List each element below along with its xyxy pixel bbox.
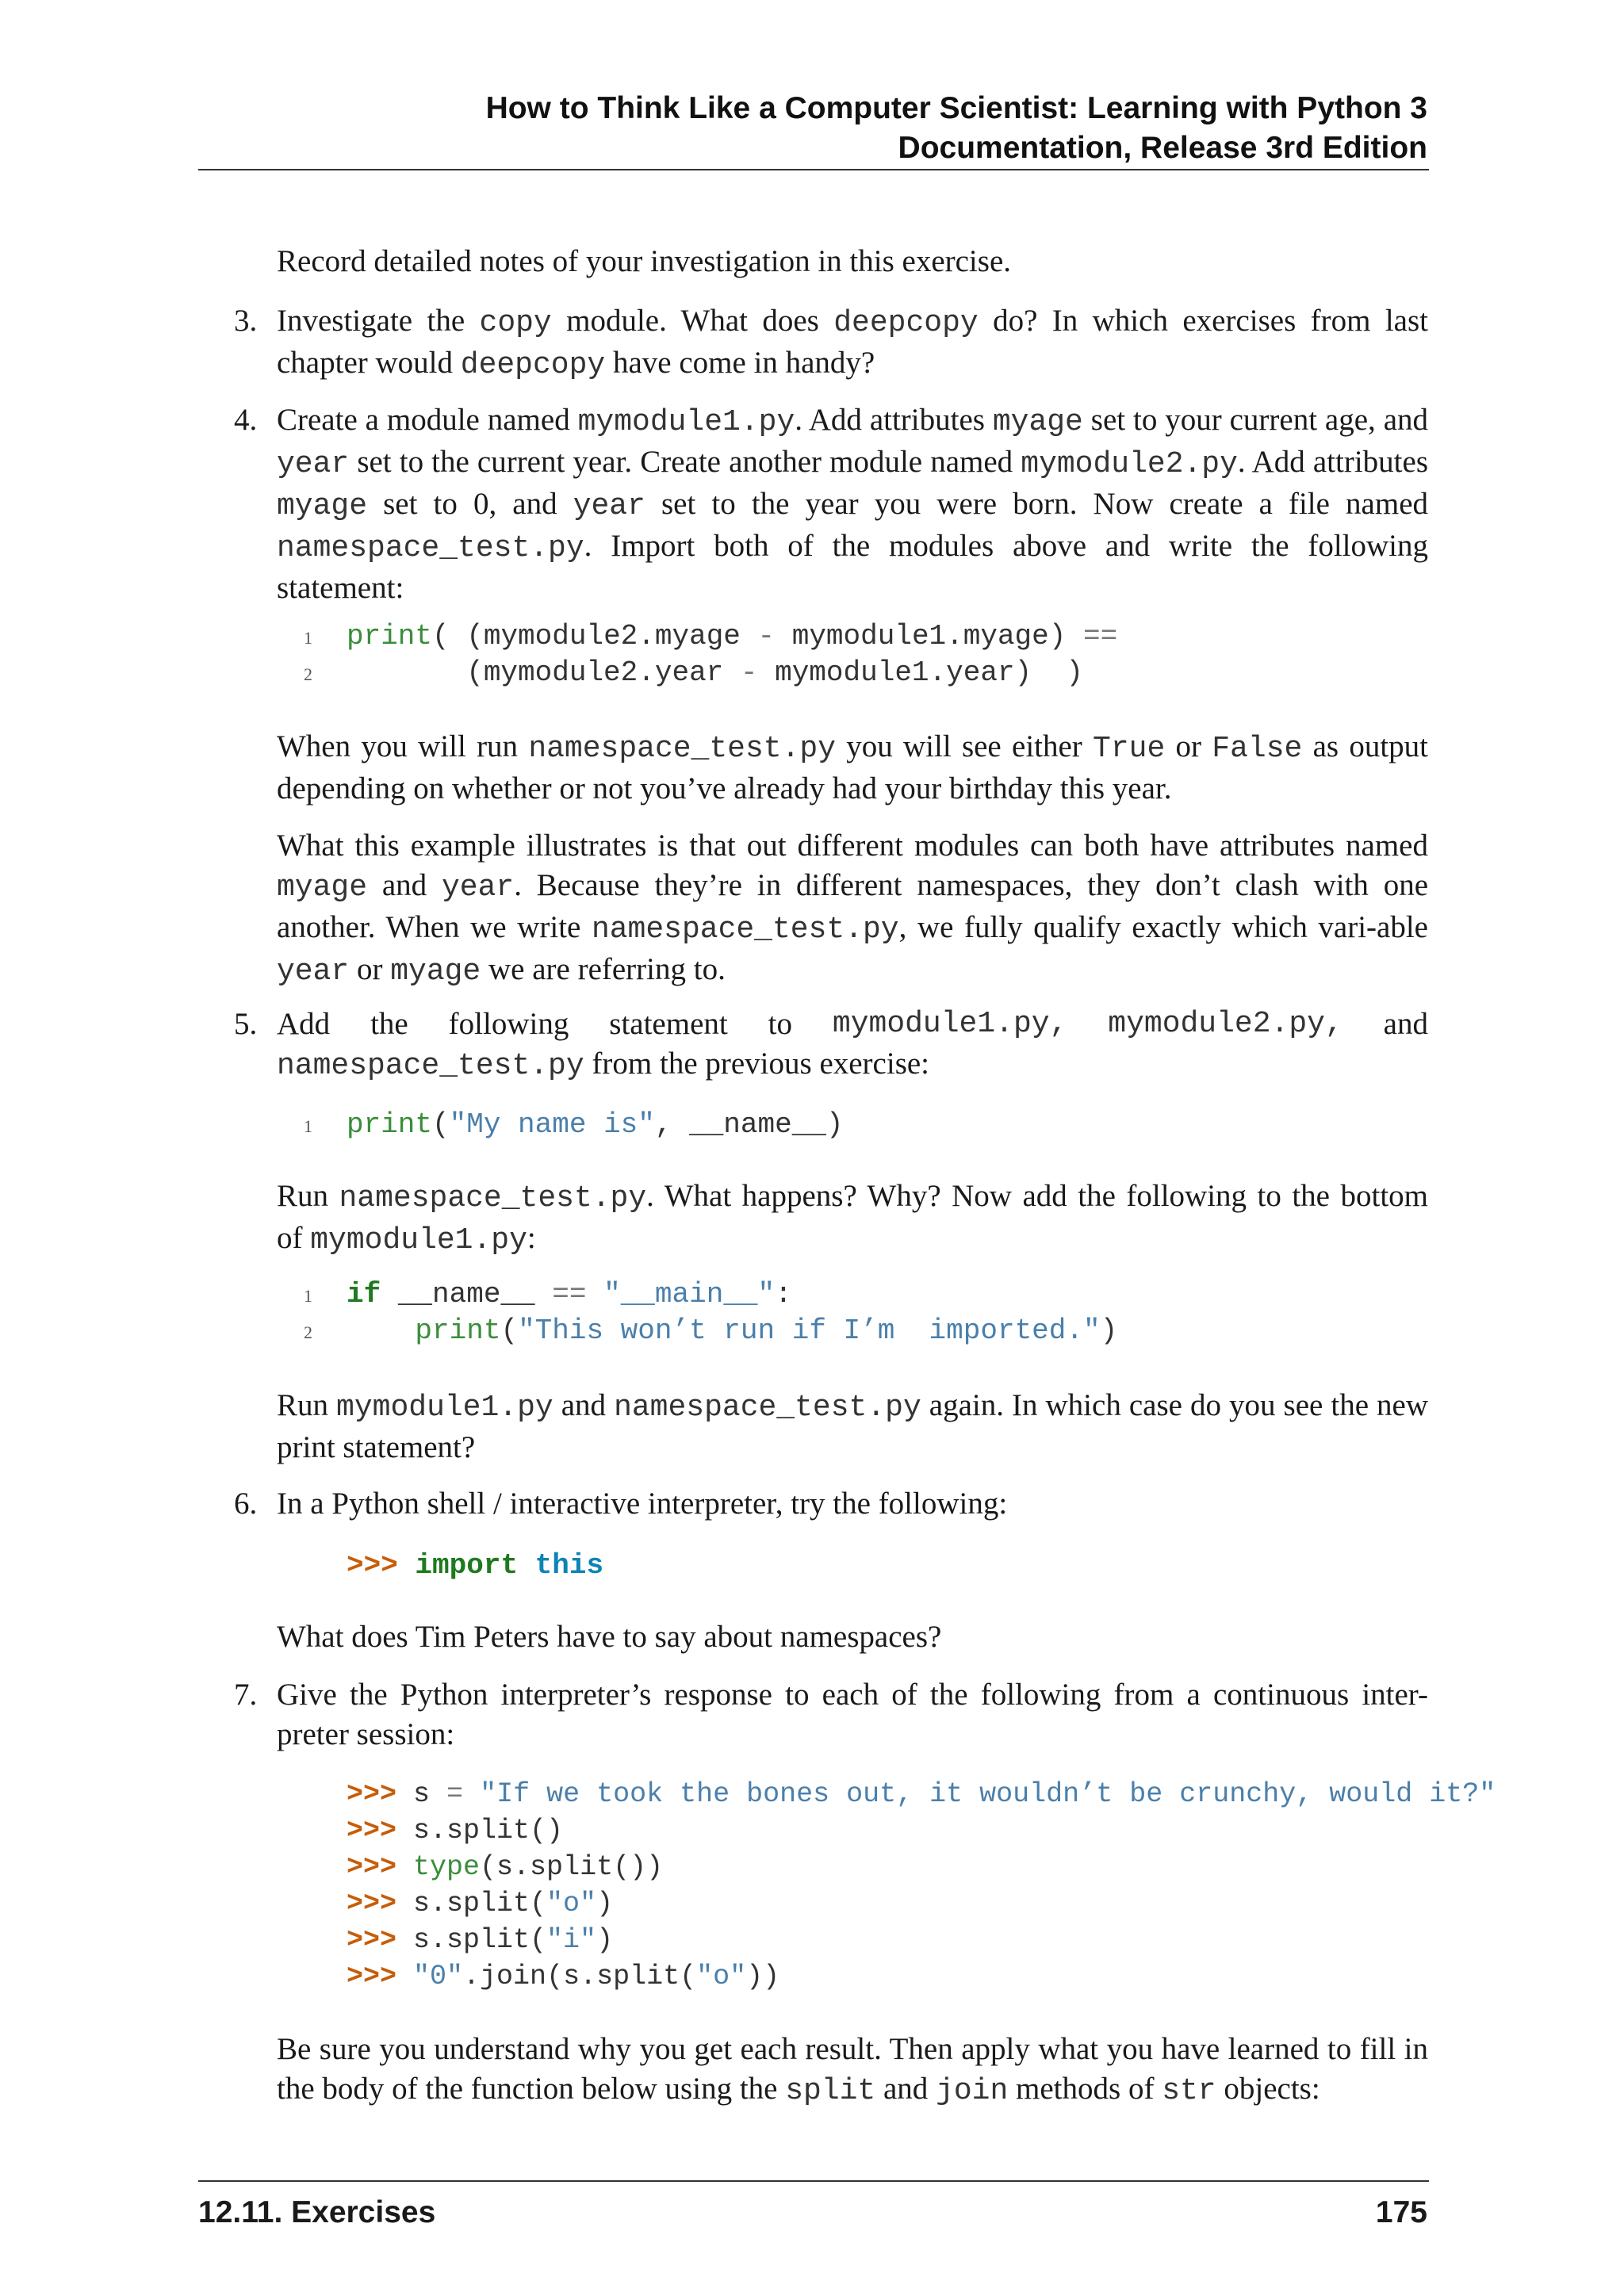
item-6-paragraph-2: What does Tim Peters have to say about namespaces?: [277, 1620, 942, 1654]
code-line-1: 1 print("My name is", __name__): [304, 1108, 844, 1141]
code-deepcopy: deepcopy: [833, 306, 979, 340]
footer-section-title: 12.11. Exercises: [198, 2195, 436, 2229]
item-4-paragraph-3: What this example illustrates is that out different modules can both have attributes named myage and year. Because they’re in different namespaces, they don’t clash with one another. When we write namespace_test.py, we fully qualify exactly which vari-able year or myage we are referring to.: [277, 828, 1429, 989]
item-number-7: 7.: [234, 1678, 258, 1712]
item-4-paragraph-2: When you will run namespace_test.py you will see either True or False as output depending on whether or not you’ve already had your birthday this year.: [277, 729, 1428, 806]
code-copy: copy: [479, 306, 552, 340]
item-number-4: 4.: [234, 403, 258, 437]
footer-rule: [198, 2180, 1429, 2182]
code-line-2: 2 (mymodule2.year - mymodule1.year) ): [304, 656, 1083, 689]
intro-paragraph: Record detailed notes of your investigation in this exercise.: [277, 244, 1012, 278]
item-7-text: Give the Python interpreter’s response to each of the following from a continuous inter-preter session:: [277, 1678, 1428, 1751]
item-5-line-1: Add the following statement to mymodule1.py, mymodule2.py, and: [277, 1007, 1428, 1041]
code-line-3: >>> type(s.split()): [347, 1851, 664, 1883]
footer-page-number: 175: [1375, 2195, 1427, 2229]
header-title-line2: Documentation, Release 3rd Edition: [898, 131, 1427, 165]
item-5-line-2: namespace_test.py from the previous exercise:: [277, 1047, 930, 1083]
item-6-text: In a Python shell / interactive interpreter, try the following:: [277, 1487, 1008, 1521]
item-3-text: Investigate the copy module. What does deepcopy do? In which exercises from last chapter would deepcopy have come in handy?: [277, 304, 1428, 382]
code-line-1: >>> s = "If we took the bones out, it wouldn’t be crunchy, would it?": [347, 1778, 1496, 1810]
item-number-5: 5.: [234, 1007, 258, 1041]
header-rule: [198, 169, 1429, 170]
code-line-1: >>> import this: [347, 1549, 604, 1582]
code-deepcopy: deepcopy: [460, 348, 606, 382]
code-line-2: 2 print("This won’t run if I’m imported."): [304, 1314, 1118, 1347]
header-title-line1: How to Think Like a Computer Scientist: Learning with Python 3: [485, 91, 1427, 125]
code-line-6: >>> "0".join(s.split("o")): [347, 1961, 780, 1992]
item-number-3: 3.: [234, 304, 258, 338]
running-header: [198, 89, 1427, 168]
item-4-text: Create a module named mymodule1.py. Add attributes myage set to your current age, and year set to the current year. Create another module named mymodule2.py. Add attributes myage set to 0, and year set to the year you were born. Now create a file named namespace_test.py. Import both of the modules above and write the following statement:: [277, 403, 1429, 605]
code-line-5: >>> s.split("i"): [347, 1924, 614, 1956]
code-line-1: 1 print( (mymodule2.myage - mymodule1.myage) ==: [304, 620, 1118, 652]
item-7-paragraph-2: Be sure you understand why you get each result. Then apply what you have learned to fill in the body of the function below using the split and join methods of str objects:: [277, 2032, 1428, 2108]
item-5-paragraph-3: Run mymodule1.py and namespace_test.py again. In which case do you see the new print statement?: [277, 1388, 1429, 1464]
item-5-paragraph-2: Run namespace_test.py. What happens? Why? Now add the following to the bottom of mymodule1.py:: [277, 1179, 1428, 1257]
code-line-1: 1 if __name__ == "__main__":: [304, 1278, 792, 1311]
item-number-6: 6.: [234, 1487, 258, 1521]
code-line-2: >>> s.split(): [347, 1815, 564, 1846]
code-line-4: >>> s.split("o"): [347, 1888, 614, 1919]
